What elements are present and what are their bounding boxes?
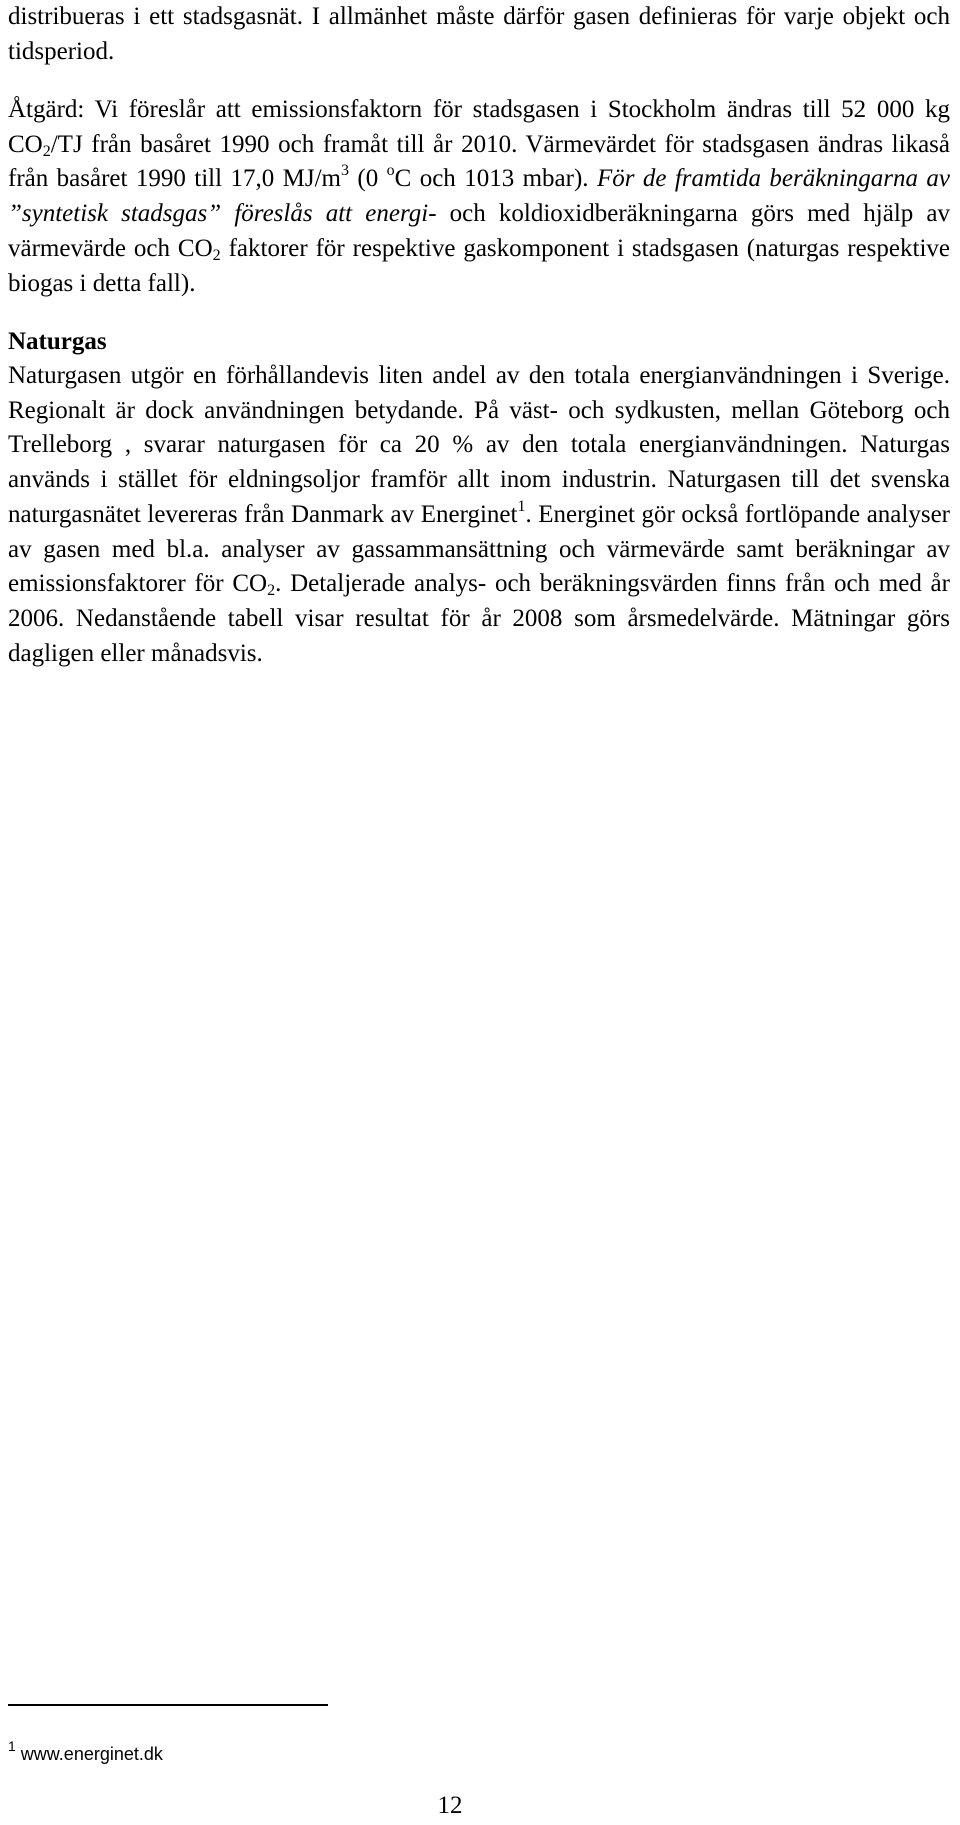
- footnote-reference: 1: [517, 497, 526, 515]
- action-text-d: C och 1013 mbar).: [394, 165, 597, 193]
- co2-subscript: 2: [42, 142, 51, 160]
- paragraph-intro: [8, 0, 950, 69]
- footnote-mark: 1: [8, 1738, 16, 1754]
- paragraph-action-text: [8, 93, 950, 301]
- action-text-a: Åtgärd: Vi föreslår att emissionsfaktorn för stadsgasen i Stockholm ändras till 52 000 kg CO: [8, 96, 950, 158]
- action-text-b: /TJ från basåret 1990 och framåt till år 2010. Värmevärdet för stadsgasen ändras likaså från basåret 1990 till 17,0 MJ/m: [8, 130, 950, 193]
- action-text-f: - och koldioxidberäkningarna görs med hjälp av värmevärde och CO: [8, 200, 951, 262]
- action-text-italic: För de framtida beräkningarna av ”syntetisk stadsgas” föreslås att energi: [8, 165, 950, 228]
- page-number: 12: [437, 1792, 463, 1819]
- footnote: [8, 1738, 163, 1765]
- footnote-link[interactable]: www.energinet.dk: [15, 1744, 163, 1764]
- section-heading: Naturgas: [8, 328, 107, 355]
- naturgas-text-c: . Detaljerade analys- och beräkningsvärden finns från och med år 2006. Nedanstående tabell visar resultat för år 2008 som årsmedelvärde. Mätningar görs dagligen eller månadsvis.: [8, 570, 950, 667]
- naturgas-text-a: Naturgasen utgör en förhållandevis liten andel av den totala energianvändningen i Sverige. Regionalt är dock användningen betydande. På väst- och sydkusten, mellan Göteborg och Trelleborg , svarar naturgasen för ca 20 % av den totala energianvändningen. Naturgas används i stället för eldningsoljor framför allt inom industrin. Naturgasen till det svenska naturgasnätet levereras från Danmark av Energinet: [8, 362, 950, 528]
- action-text-g: faktorer för respektive gaskomponent i stadsgasen (naturgas respektive biogas i detta fall).: [8, 234, 950, 297]
- paragraph-naturgas: [8, 359, 950, 671]
- co2-subscript-3: 2: [267, 582, 276, 600]
- action-text-c: (0: [348, 165, 387, 193]
- paragraph-action: [8, 93, 950, 301]
- paragraph-intro-text: distribueras i ett stadsgasnät. I allmänhet måste därför gasen definieras för varje objekt och tidsperiod.: [8, 3, 950, 65]
- m3-superscript: 3: [340, 162, 349, 180]
- co2-subscript-2: 2: [212, 246, 221, 264]
- footnote-divider: [8, 1704, 328, 1706]
- paragraph-naturgas-text: [8, 359, 950, 671]
- degree-superscript: o: [386, 162, 395, 180]
- naturgas-text-b: . Energinet gör också fortlöpande analyser av gasen med bl.a. analyser av gassammansättning och värmevärde samt beräkningar av emissionsfaktorer för CO: [8, 500, 950, 598]
